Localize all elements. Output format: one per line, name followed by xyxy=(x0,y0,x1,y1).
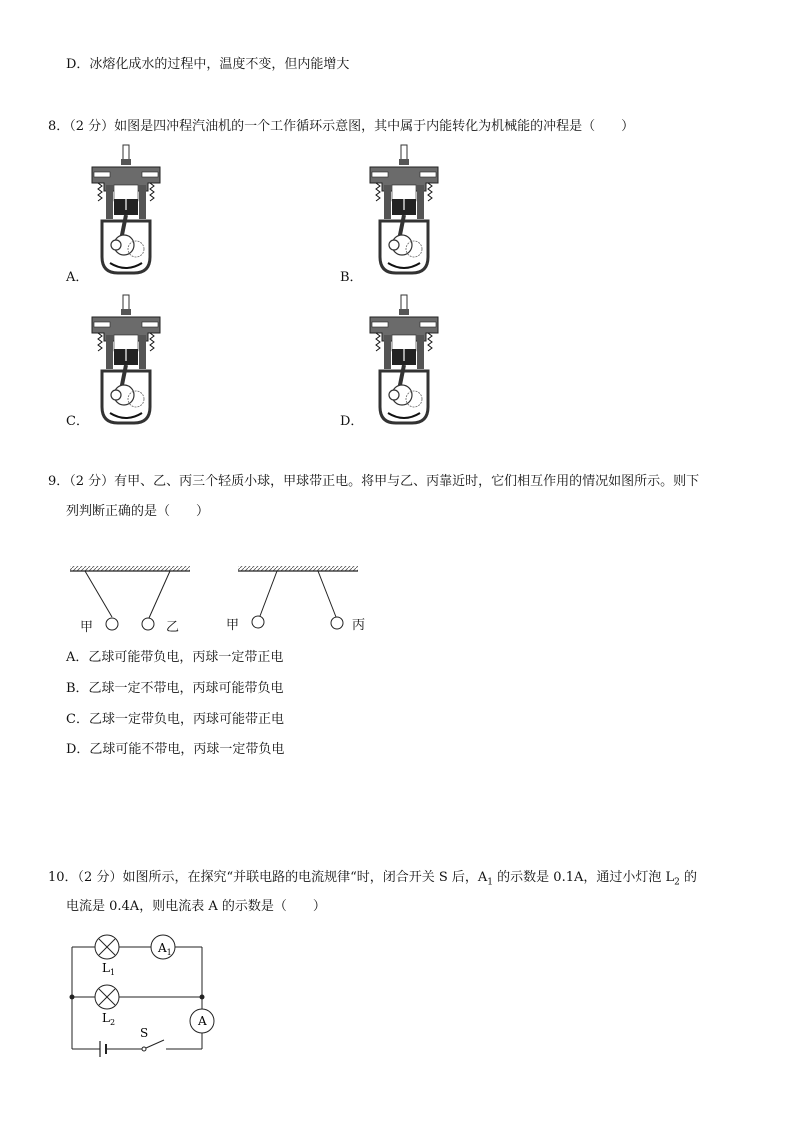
q10-stem-sub2: 2 xyxy=(674,877,680,888)
q9-option-a: A．乙球可能带负电，丙球一定带正电 xyxy=(66,650,284,665)
q10-circuit-diagram xyxy=(0,925,794,1065)
q8-option-d: D． xyxy=(340,414,364,429)
q9-option-c: C．乙球一定带负电，丙球可能带正电 xyxy=(66,712,284,727)
q10-stem-sub1: 1 xyxy=(487,877,494,888)
junction-right xyxy=(200,995,205,1000)
q8-stem: 8．（2 分）如图是四冲程汽油机的一个工作循环示意图，其中属于内能转化为机械能的冲程是（ ） xyxy=(48,119,635,134)
ball-label-jia-1: 甲 xyxy=(80,620,94,635)
lamp-l2-label: $L_2$ xyxy=(102,1011,116,1027)
ammeter-a1-label: $A_1$ xyxy=(158,941,172,957)
q9-stem-line2: 列判断正确的是（ ） xyxy=(66,504,210,519)
switch-label: S xyxy=(140,1026,149,1040)
q10-stem-part3: 的 xyxy=(679,870,697,885)
q9-option-d: D．乙球可能不带电，丙球一定带负电 xyxy=(66,742,285,757)
q9-stem-line1: 9．（2 分）有甲、乙、丙三个轻质小球，甲球带正电。将甲与乙、丙靠近时，它们相互作用的情况如图所示。则下 xyxy=(48,474,700,489)
ammeter-a-label: A xyxy=(198,1014,207,1028)
engine-diagrams xyxy=(0,0,794,440)
q9-option-b: B．乙球一定不带电，丙球可能带负电 xyxy=(66,681,284,696)
q8-option-b: B． xyxy=(340,270,363,285)
lamp-l1-label: $L_1$ xyxy=(102,961,116,977)
q10-stem-part2: 的示数是 0.1A，通过小灯泡 L xyxy=(493,870,675,885)
q7-option-d: D．冰熔化成水的过程中，温度不变，但内能增大 xyxy=(66,57,350,72)
q10-stem-line1 xyxy=(48,870,697,891)
ball-label-yi: 乙 xyxy=(166,620,180,635)
ball-label-bing: 丙 xyxy=(352,618,366,633)
q10-stem-line2: 电流是 0.4A，则电流表 A 的示数是（ ） xyxy=(66,899,326,914)
q8-option-c: C． xyxy=(66,414,89,429)
ball-label-jia-2: 甲 xyxy=(226,618,240,633)
q10-stem-part1: 10．（2 分）如图所示，在探究“并联电路的电流规律“时，闭合开关 S 后，A xyxy=(48,870,488,885)
q8-option-a: A． xyxy=(66,270,89,285)
junction-left xyxy=(70,995,75,1000)
q9-ball-diagram xyxy=(0,560,794,640)
